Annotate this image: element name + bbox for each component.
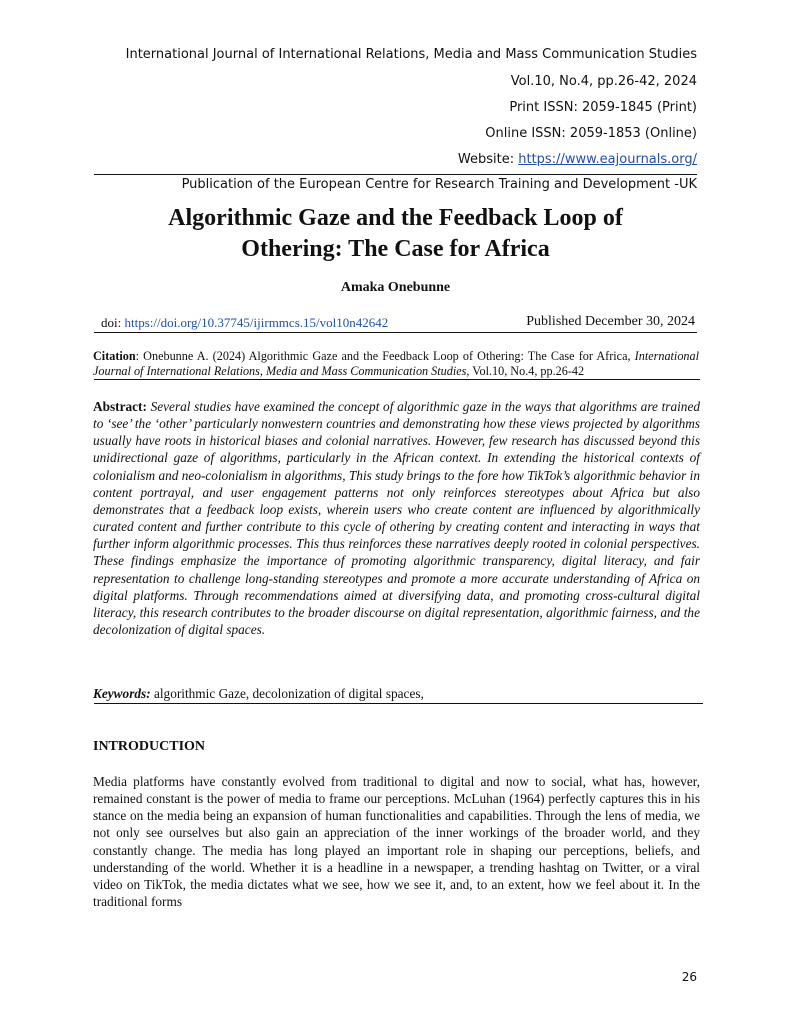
- introduction-paragraph: Media platforms have constantly evolved from traditional to digital and now to social, what has, however, remained constant is the power of media to frame our perceptions. McLuhan (1964) perfectly captures this in his stance on the media being an expansion of human functionalities and capabilities. Through the lens of media, we not only see ourselves but also gain an appreciation of the inner workings of the broader world, and they constantly change. The media has long played an important role in shaping our perceptions, beliefs, and understanding of the world. Whether it is a headline in a newspaper, a trending hashtag on Twitter, or a viral video on TikTok, the media dictates what we see, how we see it, and, to an extent, how we feel about it. In the traditional forms: [93, 774, 700, 910]
- citation-volume: , Vol.10, No.4, pp.26-42: [466, 364, 585, 378]
- article-title: [80, 203, 711, 265]
- article-title-line1: Algorithmic Gaze and the Feedback Loop of: [168, 205, 623, 231]
- doi-link[interactable]: https://doi.org/10.37745/ijirmmcs.15/vol10n42642: [124, 315, 389, 330]
- author-name: Amaka Onebunne: [340, 280, 451, 295]
- publisher-line: Publication of the European Centre for Research Training and Development -UK: [181, 177, 697, 192]
- volume-info: Vol.10, No.4, pp.26-42, 2024: [510, 74, 697, 89]
- website-line: [458, 152, 697, 167]
- citation-journal: International Journal of International Relations, Media and Mass Communication Studies: [93, 349, 699, 378]
- journal-name: International Journal of International Relations, Media and Mass Communication Studies: [125, 47, 697, 62]
- published-date: Published December 30, 2024: [526, 314, 695, 329]
- print-issn: Print ISSN: 2059-1845 (Print): [509, 100, 697, 115]
- doi-line: [101, 315, 388, 331]
- doi-label: doi:: [101, 315, 125, 330]
- page-number: 26: [681, 970, 697, 984]
- keywords-divider: [94, 703, 703, 704]
- citation: [93, 349, 699, 379]
- website-label: Website:: [457, 152, 519, 167]
- keywords: [93, 685, 700, 702]
- citation-label: Citation: [93, 349, 136, 363]
- citation-text: : Onebunne A. (2024) Algorithmic Gaze and the Feedback Loop of Othering: The Case for Africa,: [135, 349, 635, 363]
- citation-divider: [94, 379, 700, 380]
- header-divider: [94, 174, 697, 175]
- abstract: [93, 398, 700, 638]
- abstract-text: Several studies have examined the concept of algorithmic gaze in the ways that algorithms are trained to ‘see’ the ‘other’ particularly nonwestern countries and demonstrating how these views projected by algorithms usually have roots in historical biases and colonial narratives. However, few research has discussed beyond this unidirectional gaze of algorithms, particularly in the African context. In extending the historical contexts of colonialism and neo-colonialism in algorithms, This study brings to the fore how TikTok’s algorithmic behavior in content portrayal, and user engagement patterns not only reinforces stereotypes about Africa but also demonstrates that a feedback loop exists, wherein users who create content are influenced by algorithmically curated content and further contribute to this cycle of othering by creating content and interacting in ways that further inform algorithmic processes. This thus reinforces these narratives deeply rooted in colonial perspectives. These findings emphasize the importance of promoting algorithmic transparency, digital literacy, and fair representation to challenge long-standing stereotypes and promote a more accurate understanding of Africa on digital platforms. Through recommendations aimed at diversifying data, and promoting cross-cultural digital literacy, this research contributes to the broader discourse on digital representation, algorithmic fairness, and the decolonization of digital spaces.: [93, 399, 700, 638]
- keywords-text: algorithmic Gaze, decolonization of digital spaces,: [150, 686, 424, 701]
- online-issn: Online ISSN: 2059-1853 (Online): [485, 126, 697, 141]
- introduction-heading: INTRODUCTION: [93, 739, 206, 754]
- article-title-line2: Othering: The Case for Africa: [241, 236, 550, 262]
- keywords-label: Keywords:: [93, 686, 151, 701]
- doi-divider: [94, 332, 697, 333]
- website-link[interactable]: https://www.eajournals.org/: [518, 152, 697, 167]
- abstract-label: Abstract:: [93, 399, 147, 414]
